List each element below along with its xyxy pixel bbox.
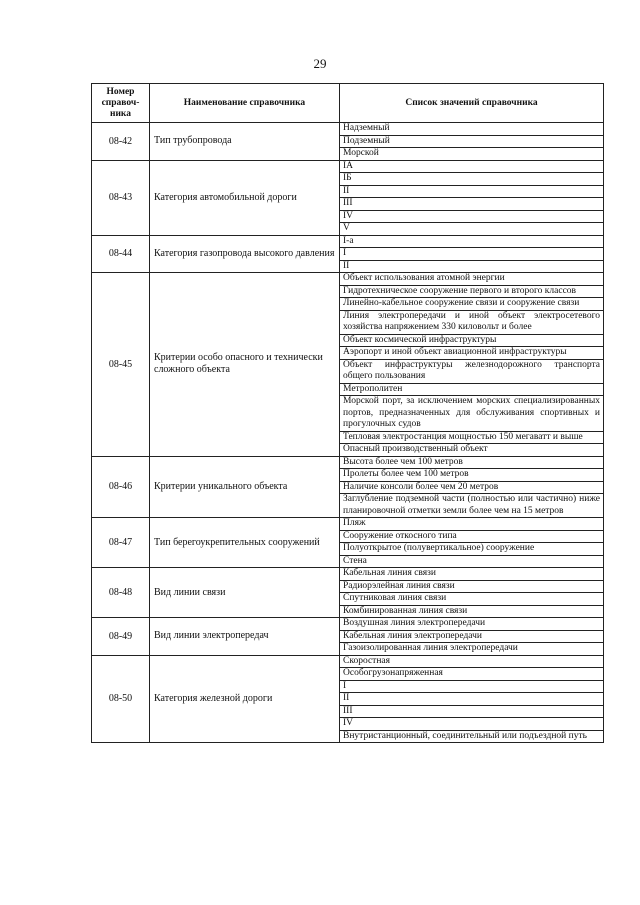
value-item: Аэропорт и иной объект авиационной инфраструктуры (340, 347, 603, 360)
page-number: 29 (313, 56, 327, 71)
value-item: Высота более чем 100 метров (340, 457, 603, 470)
reference-code: 08-44 (92, 235, 150, 273)
header-name: Наименование справочника (150, 84, 340, 123)
value-item: Морской порт, за исключением морских специализированных портов, предназначенных для обслуживания спортивных и прогулочных судов (340, 396, 603, 432)
reference-name: Категория автомобильной дороги (150, 160, 340, 235)
reference-values (340, 618, 604, 656)
reference-table (91, 83, 604, 743)
value-item: Объект космической инфраструктуры (340, 335, 603, 348)
reference-name: Тип трубопровода (150, 123, 340, 161)
table-row (92, 568, 604, 618)
table-header-row (92, 84, 604, 123)
reference-values (340, 518, 604, 568)
reference-values (340, 568, 604, 618)
value-item: Тепловая электростанция мощностью 150 мегаватт и выше (340, 432, 603, 445)
value-item: Метрополитен (340, 384, 603, 397)
value-item: IA (340, 161, 603, 174)
reference-code: 08-45 (92, 273, 150, 457)
table-row (92, 518, 604, 568)
value-item: Пляж (340, 518, 603, 531)
value-item: Радиорэлейная линия связи (340, 581, 603, 594)
table-row (92, 123, 604, 161)
reference-name: Тип берегоукрепительных сооружений (150, 518, 340, 568)
value-item: Линия электропередачи и иной объект электросетевого хозяйства напряжением 330 киловольт и более (340, 311, 603, 335)
reference-values (340, 655, 604, 743)
value-item: II (340, 693, 603, 706)
value-item: I (340, 681, 603, 694)
value-item: Надземный (340, 123, 603, 136)
header-values: Список значений справочника (340, 84, 604, 123)
value-item: Наличие консоли более чем 20 метров (340, 482, 603, 495)
value-item: Гидротехническое сооружение первого и второго классов (340, 286, 603, 299)
value-item: Сооружение откосного типа (340, 531, 603, 544)
table-row (92, 456, 604, 518)
value-item: I-a (340, 236, 603, 249)
table-row (92, 273, 604, 457)
value-item: III (340, 198, 603, 211)
reference-name: Критерии особо опасного и технически сложного объекта (150, 273, 340, 457)
value-item: III (340, 706, 603, 719)
reference-code: 08-48 (92, 568, 150, 618)
value-item: I (340, 248, 603, 261)
reference-code: 08-50 (92, 655, 150, 743)
value-item: Объект использования атомной энергии (340, 273, 603, 286)
value-item: Кабельная линия электропередачи (340, 631, 603, 644)
value-item: IV (340, 211, 603, 224)
reference-name: Вид линии электропередач (150, 618, 340, 656)
reference-name: Категория газопровода высокого давления (150, 235, 340, 273)
value-item: Газоизолированная линия электропередачи (343, 643, 518, 653)
reference-code: 08-42 (92, 123, 150, 161)
value-item: Морской (343, 148, 379, 158)
reference-name: Категория железной дороги (150, 655, 340, 743)
value-item: V (343, 223, 350, 233)
value-item: Скоростная (340, 656, 603, 669)
reference-name: Вид линии связи (150, 568, 340, 618)
value-item: Воздушная линия электропередачи (340, 618, 603, 631)
value-item: IБ (340, 173, 603, 186)
table-row (92, 655, 604, 743)
value-item: Внутристанционный, соединительный или подъездной путь (343, 730, 587, 741)
table-row (92, 618, 604, 656)
value-item: Кабельная линия связи (340, 568, 603, 581)
table-row (92, 160, 604, 235)
value-item: Особогрузонапряженная (340, 668, 603, 681)
reference-values (340, 456, 604, 518)
table-row (92, 235, 604, 273)
value-item: II (343, 260, 350, 271)
value-item: Стена (343, 555, 367, 566)
reference-values (340, 235, 604, 273)
reference-code: 08-46 (92, 456, 150, 518)
value-item: Объект инфраструктуры железнодорожного транспорта общего пользования (340, 360, 603, 384)
value-item: IV (340, 718, 603, 731)
reference-code: 08-47 (92, 518, 150, 568)
value-item: II (340, 186, 603, 199)
value-item: Полуоткрытое (полувертикальное) сооружение (340, 543, 603, 556)
header-code: Номер справоч-ника (92, 84, 150, 123)
value-item: Заглубление подземной части (полностью или частично) ниже планировочной отметки земли более чем на 15 метров (343, 494, 600, 516)
value-item: Комбинированная линия связи (343, 605, 468, 616)
value-item: Спутниковая линия связи (340, 593, 603, 606)
value-item: Опасный производственный объект (343, 444, 488, 454)
value-item: Линейно-кабельное сооружение связи и сооружение связи (340, 298, 603, 311)
reference-values (340, 123, 604, 161)
reference-code: 08-49 (92, 618, 150, 656)
reference-values (340, 273, 604, 457)
reference-code: 08-43 (92, 160, 150, 235)
value-item: Пролеты более чем 100 метров (340, 469, 603, 482)
reference-name: Критерии уникального объекта (150, 456, 340, 518)
reference-values (340, 160, 604, 235)
value-item: Подземный (340, 136, 603, 149)
